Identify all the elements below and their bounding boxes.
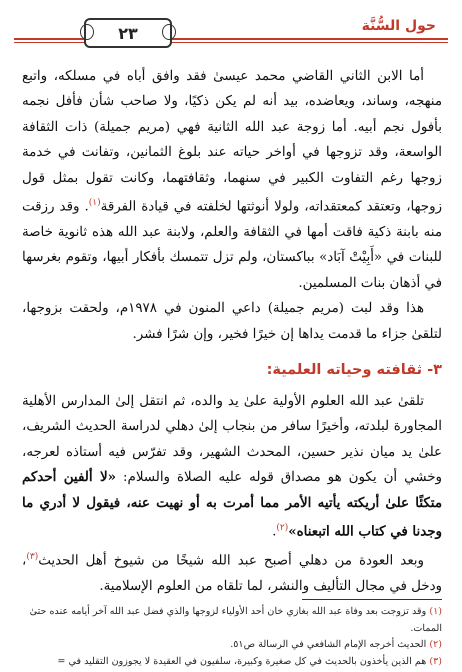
running-title: حول السُّنَّة	[356, 14, 442, 38]
header-rule	[14, 38, 448, 40]
paragraph-3: تلقىٰ عبد الله العلوم الأولية علىٰ يد والده، ثم انتقل إلىٰ المدارس الأهلية المجاورة لبلدته، وأخيرًا سافر من بنجاب إلىٰ دهلي لدراسة الحديث الشريف، علىٰ يد ميان نذير حسين، المحدث الشهير، وقد تفرّس فيه أستاذه لعرجه، وخشي أن يكون هو مصداق قوله عليه الصلاة والسلام: «لا ألفين أحدكم متكئًا علىٰ أريكته يأتيه الأمر مما أمرت به أو نهيت عنه، فيقول لا أدري ما وجدنا في كتاب الله اتبعناه»$^{(٢)}$.	[22, 394, 442, 540]
paragraph-4-tail: ، ودخل في مجال التأليف والنشر، لما تلقاه من العلوم الإسلامية.	[22, 553, 442, 594]
footnote-separator	[302, 599, 442, 600]
footnotes	[22, 604, 442, 670]
footnote-2-text: الحديث أخرجه الإمام الشافعي في الرسالة ص٥١.	[230, 639, 427, 650]
main-text	[22, 64, 442, 347]
footnote-ref-3[interactable]: (٣)	[26, 551, 39, 562]
section-heading: ٣- ثقافته وحياته العلمية:	[266, 362, 442, 378]
footnote-2	[22, 637, 442, 654]
paragraph-4	[22, 545, 442, 599]
footnote-1-number: (١)	[429, 606, 442, 617]
paragraph-3-text: تلقىٰ عبد الله العلوم الأولية علىٰ يد والده، ثم انتقل إلىٰ المدارس الأهلية المجاورة لبلدته، وأخيرًا سافر من بنجاب إلىٰ دهلي لدراسة الحديث الشريف، علىٰ يد ميان نذير حسين، المحدث الشهير، وقد تفرّس فيه أستاذه لعرجه، وخشي أن يكون هو مصداق قوله عليه الصلاة والسلام:	[22, 394, 442, 486]
paragraph-1	[22, 64, 442, 296]
header-rule-thin	[14, 42, 448, 43]
paragraph-2: هذا وقد لبت (مريم جميلة) داعي المنون في ١٩٧٨م، ولحقت بزوجها، لتلقىٰ جزاء ما قدمت يداها إن خيرًا فخير، وإن شرًا فشر.	[22, 301, 442, 342]
section-text	[22, 389, 442, 599]
paragraph-4-text: وبعد العودة من دهلي أصبح عبد الله شيخًا من شيوخ أهل الحديث	[38, 553, 424, 569]
footnote-3-text: هم الذين يأخذون بالحديث في كل صغيرة وكبيرة، سلفيون في العقيدة لا يجوزون التقليد في =	[57, 655, 427, 667]
page-number: ٢٣	[84, 18, 172, 48]
footnote-3	[22, 654, 442, 671]
paragraph-1-text: أما الابن الثاني القاضي محمد عيسىٰ فقد وافق أباه في مسلكه، واتبع منهجه، وساند، ويعاضده، بيد أنه لم يكن ذكيًا، ولا صاحب شأن فأفل نجمه بأفول نجم أبيه. أما زوجة عبد الله الثانية فهي (مريم جميلة) ذات الثقافة الواسعة، وقد تزوجها في أواخر حياته عند بلوغ الثمانين، وتفانت في خدمة زوجها رغم التفاوت الكبير في سنهما، وثقافتهما، وكانت تقول بمثل قول زوجها، وتعتقد كمعتقداته، ولولا أنوثتها لخلفته في قيادة الفرقة	[22, 69, 442, 215]
paragraph-1-tail: . وقد رزقت منه بابنة ذكية فاقت أمها في الثقافة والعلم، ولابنة عبد الله هذه ثانوية خاصة للبنات في «أَبِيْتْ آبَاد» بباكستان، ولم تزل تتمسك بأفكار أبيها، وتقوم بغرسها في أذهان بنات المسلمين.	[22, 199, 442, 291]
footnote-ref-1[interactable]: (١)	[88, 198, 101, 209]
footnote-1	[22, 604, 442, 637]
footnote-ref-2[interactable]: (٢)	[276, 523, 289, 534]
hadith-quote: «لا ألفين أحدكم متكئًا علىٰ أريكته يأتيه الأمر مما أمرت به أو نهيت عنه، فيقول لا أدري ما وجدنا في كتاب الله اتبعناه»	[22, 469, 442, 540]
footnote-3-number: (٣)	[429, 655, 442, 667]
footnote-2-number: (٢)	[429, 639, 442, 650]
page-header	[14, 14, 448, 50]
footnote-1-text: وقد تزوجت بعد وفاة عبد الله بغازي خان أحد الأولياء لزوجها والذي فضل عبد الله آخر أيامه عنده حتىٰ الممات.	[29, 606, 442, 634]
